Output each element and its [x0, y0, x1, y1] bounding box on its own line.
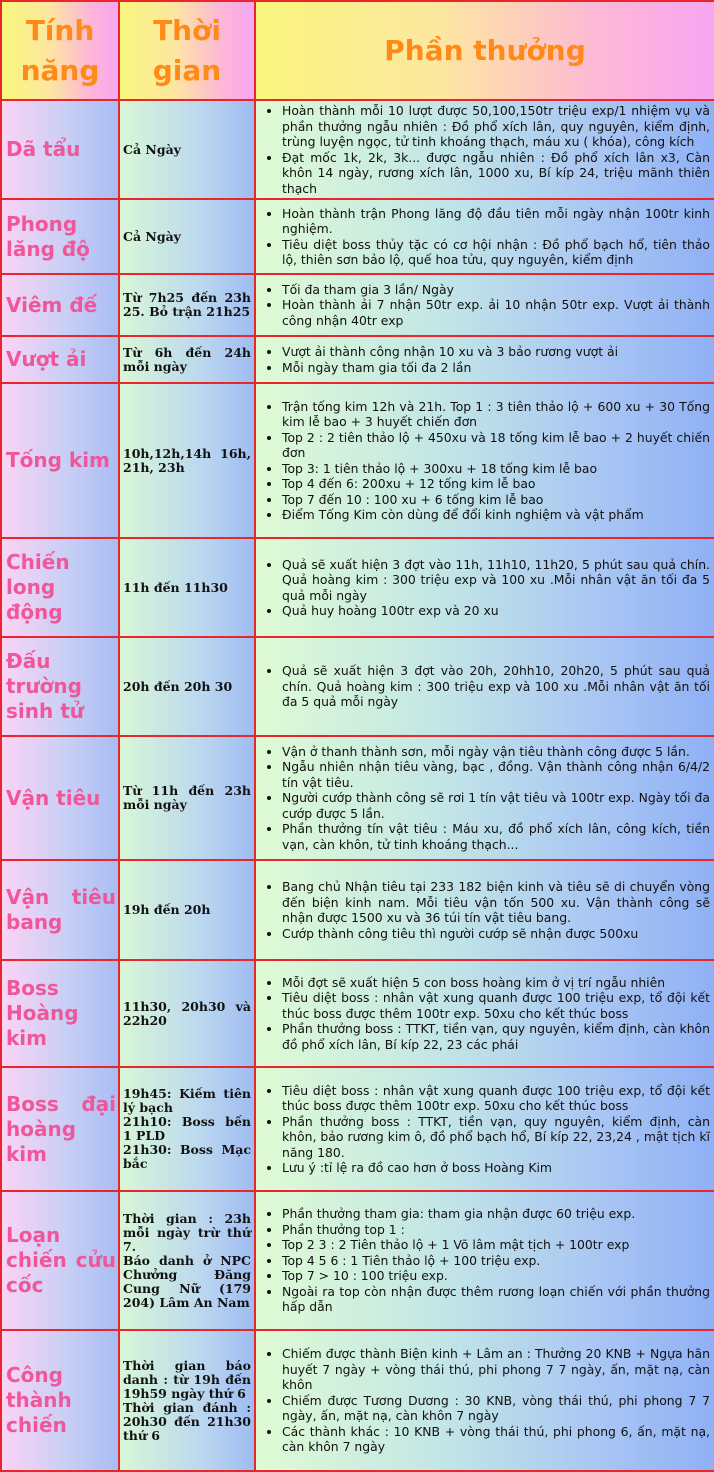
reward-item: • Top 2 : 2 tiên thảo lộ + 450xu và 18 tống kim lễ bao + 2 huyết chiến đơn: [282, 430, 710, 461]
time-cell: [119, 1330, 255, 1471]
time-line: 11h đến 11h30: [123, 579, 228, 595]
reward-cell: [255, 538, 714, 637]
reward-item: • Điểm Tống Kim còn dùng để đổi kinh nghiệm và vật phẩm: [282, 507, 710, 523]
reward-list: [258, 744, 710, 853]
time-cell: [119, 860, 255, 960]
time-cell: [119, 383, 255, 538]
reward-cell: [255, 1330, 714, 1471]
time-line: Cả Ngày: [123, 141, 181, 157]
table-row: [1, 383, 714, 538]
feature-name: Vượt ải: [1, 336, 119, 383]
time-cell: [119, 274, 255, 336]
reward-list: [258, 282, 710, 329]
reward-item: • Top 7 đến 10 : 100 xu + 6 tống kim lễ bao: [282, 492, 710, 508]
table-row: [1, 199, 714, 274]
reward-item: • Vận ở thanh thành sơn, mỗi ngày vận tiêu thành công được 5 lần.: [282, 744, 710, 760]
feature-name: Dã tẩu: [1, 100, 119, 199]
feature-name: Loạn chiến cửu cốc: [1, 1191, 119, 1330]
reward-cell: [255, 736, 714, 860]
table-row: [1, 100, 714, 199]
table-row: [1, 336, 714, 383]
reward-list: [258, 879, 710, 941]
table-row: [1, 960, 714, 1067]
feature-name: Công thành chiến: [1, 1330, 119, 1471]
header-time: Thời gian: [119, 1, 255, 100]
header-reward: Phần thưởng: [255, 1, 714, 100]
reward-item: • Chiếm được thành Biện kinh + Lâm an : Thưởng 20 KNB + Ngựa hãn huyết 7 ngày + vòng thái thú, phi phong 7 7 ngày, ấn, mặt nạ, càn khôn: [282, 1346, 710, 1393]
reward-list: [258, 975, 710, 1053]
time-line: Thời gian báo danh : từ 19h đến 19h59 ngày thứ 6: [123, 1357, 251, 1401]
time-cell: [119, 1191, 255, 1330]
time-line: 20h đến 20h 30: [123, 678, 233, 694]
reward-list: [258, 1346, 710, 1455]
reward-item: • Tiêu diệt boss : nhân vật xung quanh được 100 triệu exp, tổ đội kết thúc boss được thêm 100tr exp. 50xu cho kết thúc boss: [282, 990, 710, 1021]
time-cell: [119, 538, 255, 637]
reward-item: • Đạt mốc 1k, 2k, 3k... được ngẫu nhiên : Đồ phổ xích lân x3, Càn khôn 14 ngày, rương xích lân, 1000 xu, Bí kíp 24, triệu mãnh thiên thạch: [282, 150, 710, 197]
reward-item: • Ngoài ra top còn nhận được thêm rương loạn chiến với phần thưởng hấp dẫn: [282, 1284, 710, 1315]
reward-item: • Tối đa tham gia 3 lần/ Ngày: [282, 282, 710, 298]
time-cell: [119, 100, 255, 199]
reward-item: • Cướp thành công tiêu thì người cướp sẽ nhận được 500xu: [282, 926, 710, 942]
reward-list: [258, 557, 710, 619]
header-feature: Tính năng: [1, 1, 119, 100]
reward-item: • Mỗi ngày tham gia tối đa 2 lần: [282, 360, 710, 376]
time-line: Từ 6h đến 24h mỗi ngày: [123, 344, 251, 374]
time-line: 19h45: Kiếm tiên lý bạch: [123, 1086, 251, 1115]
reward-cell: [255, 383, 714, 538]
table-row: [1, 860, 714, 960]
feature-name: Boss đại hoàng kim: [1, 1067, 119, 1191]
feature-name: Boss Hoàng kim: [1, 960, 119, 1067]
reward-item: • Tiêu diệt boss : nhân vật xung quanh được 100 triệu exp, tổ đội kết thúc boss được thêm 100tr exp. 50xu cho kết thúc boss: [282, 1083, 710, 1114]
reward-item: • Trận tống kim 12h và 21h. Top 1 : 3 tiên thảo lộ + 600 xu + 30 Tống kim lễ bao + 3 huyết chiến đơn: [282, 399, 710, 430]
reward-item: • Bang chủ Nhận tiêu tại 233 182 biện kinh và tiêu sẽ di chuyển vòng đến biện kinh nam. Mỗi tiêu vận tốn 500 xu. Vận thành công sẽ nhận được 1500 xu và 36 túi tín vật tiêu bang.: [282, 879, 710, 926]
time-cell: [119, 336, 255, 383]
reward-item: • Hoàn thành ải 7 nhận 50tr exp. ải 10 nhận 50tr exp. Vượt ải thành công nhận 40tr exp: [282, 297, 710, 328]
reward-list: [258, 344, 710, 375]
time-cell: [119, 199, 255, 274]
reward-item: • Top 4 đến 6: 200xu + 12 tống kim lễ bao: [282, 476, 710, 492]
table-row: [1, 1330, 714, 1471]
reward-list: [258, 1083, 710, 1176]
reward-item: • Hoàn thành mỗi 10 lượt được 50,100,150tr triệu exp/1 nhiệm vụ và phần thưởng ngẫu nhiên : Đồ phổ xích lân, quy nguyên, kiểm định, trùng luyện ngọc, tử tinh khoáng thạch, máu xu ( khóa), công kích: [282, 103, 710, 150]
reward-item: • Ngẫu nhiên nhận tiêu vàng, bạc , đồng. Vận thành công nhận 6/4/2 tín vật tiêu.: [282, 759, 710, 790]
time-line: 19h đến 20h: [123, 902, 211, 917]
reward-cell: [255, 1191, 714, 1330]
feature-name: Chiến long động: [1, 538, 119, 637]
feature-name: Đấu trường sinh tử: [1, 637, 119, 736]
feature-name: Vận tiêu bang: [1, 860, 119, 960]
reward-item: • Các thành khác : 10 KNB + vòng thái thú, phi phong 6, ấn, mặt nạ, càn khôn 7 ngày: [282, 1424, 710, 1455]
reward-cell: [255, 274, 714, 336]
reward-item: • Chiếm được Tương Dương : 30 KNB, vòng thái thú, phi phong 7 7 ngày, ấn, mặt nạ, càn khôn 7 ngày: [282, 1393, 710, 1424]
reward-item: • Quả huy hoàng 100tr exp và 20 xu: [282, 603, 710, 619]
reward-cell: [255, 860, 714, 960]
reward-cell: [255, 960, 714, 1067]
time-cell: [119, 736, 255, 860]
feature-name: Tống kim: [1, 383, 119, 538]
time-cell: [119, 960, 255, 1067]
reward-cell: [255, 100, 714, 199]
time-line: Cả Ngày: [123, 228, 181, 244]
reward-item: • Hoàn thành trận Phong lăng độ đầu tiên mỗi ngày nhận 100tr kinh nghiệm.: [282, 206, 710, 237]
feature-name: Phong lăng độ: [1, 199, 119, 274]
table-row: [1, 274, 714, 336]
reward-item: • Top 3: 1 tiên thảo lộ + 300xu + 18 tống kim lễ bao: [282, 461, 710, 477]
feature-name: Viêm đế: [1, 274, 119, 336]
time-line: Thời gian : 23h mỗi ngày trừ thứ 7.: [123, 1210, 251, 1254]
reward-item: • Mỗi đợt sẽ xuất hiện 5 con boss hoàng kim ở vị trí ngẫu nhiên: [282, 975, 710, 991]
reward-item: • Phần thưởng tham gia: tham gia nhận được 60 triệu exp.: [282, 1206, 710, 1222]
reward-list: [258, 399, 710, 523]
header-row: [1, 1, 714, 100]
reward-list: [258, 103, 710, 196]
reward-cell: [255, 637, 714, 736]
reward-list: [258, 206, 710, 268]
time-line: 11h30, 20h30 và 22h20: [123, 998, 251, 1028]
table-row: [1, 637, 714, 736]
reward-item: • Phần thưởng boss : TTKT, tiền vạn, quy nguyên, kiểm định, càn khôn đồ phổ xích lân, Bí kíp 22, 23 các phái: [282, 1021, 710, 1052]
reward-cell: [255, 199, 714, 274]
reward-item: • Phần thưởng boss : TTKT, tiền vạn, quy nguyên, kiểm định, càn khôn, bảo rương kim ô, đồ phổ bạch hổ, Bí kíp 22, 23,24 , mật tịch kĩ năng 180.: [282, 1114, 710, 1161]
time-line: Thời gian đánh : 20h30 đến 21h30 thứ 6: [123, 1399, 251, 1443]
reward-list: [258, 663, 710, 710]
table-row: [1, 736, 714, 860]
reward-item: • Vượt ải thành công nhận 10 xu và 3 bảo rương vượt ải: [282, 344, 710, 360]
reward-cell: [255, 336, 714, 383]
time-line: Báo danh ở NPC Chưởng Đăng Cung Nữ (179 204) Lâm An Nam: [123, 1252, 251, 1310]
time-cell: [119, 637, 255, 736]
reward-item: • Quả sẽ xuất hiện 3 đợt vào 20h, 20hh10, 20h20, 5 phút sau quả chín. Quả hoàng kim : 300 triệu exp và 100 xu .Mỗi nhân vật ăn tối đa 5 quả mỗi ngày: [282, 663, 710, 710]
table-row: [1, 1067, 714, 1191]
reward-item: • Top 4 5 6 : 1 Tiên thảo lộ + 100 triệu exp.: [282, 1253, 710, 1269]
feature-name: Vận tiêu: [1, 736, 119, 860]
time-line: 10h,12h,14h 16h, 21h, 23h: [123, 445, 251, 475]
table-row: [1, 538, 714, 637]
time-cell: [119, 1067, 255, 1191]
reward-cell: [255, 1067, 714, 1191]
reward-item: • Tiêu diệt boss thủy tặc có cơ hội nhận : Đồ phổ bạch hổ, tiên thảo lộ, thiên sơn bảo lộ, quế hoa tửu, quy nguyên, kiểm định: [282, 237, 710, 268]
reward-item: • Top 2 3 : 2 Tiên thảo lộ + 1 Võ lâm mật tịch + 100tr exp: [282, 1237, 710, 1253]
reward-item: • Lưu ý :tỉ lệ ra đồ cao hơn ở boss Hoàng Kim: [282, 1160, 710, 1176]
time-line: 21h10: Boss bến 1 PLD: [123, 1114, 251, 1143]
time-line: Từ 11h đến 23h mỗi ngày: [123, 783, 251, 812]
reward-list: [258, 1206, 710, 1315]
time-line: Từ 7h25 đến 23h 25. Bỏ trận 21h25: [123, 290, 251, 319]
table-row: [1, 1191, 714, 1330]
reward-item: • Phần thưởng tín vật tiêu : Máu xu, đồ phổ xích lân, công kích, tiền vạn, càn khôn, tử tinh khoáng thạch...: [282, 821, 710, 852]
reward-item: • Phần thưởng top 1 :: [282, 1222, 710, 1238]
reward-item: • Người cướp thành công sẽ rơi 1 tín vật tiêu và 100tr exp. Ngày tối đa cướp được 5 lần.: [282, 790, 710, 821]
time-line: 21h30: Boss Mạc bắc: [123, 1142, 251, 1171]
reward-item: • Quả sẽ xuất hiện 3 đợt vào 11h, 11h10, 11h20, 5 phút sau quả chín. Quả hoàng kim : 300 triệu exp và 100 xu .Mỗi nhân vật ăn tối đa 5 quả mỗi ngày: [282, 557, 710, 604]
reward-item: • Top 7 > 10 : 100 triệu exp.: [282, 1268, 710, 1284]
